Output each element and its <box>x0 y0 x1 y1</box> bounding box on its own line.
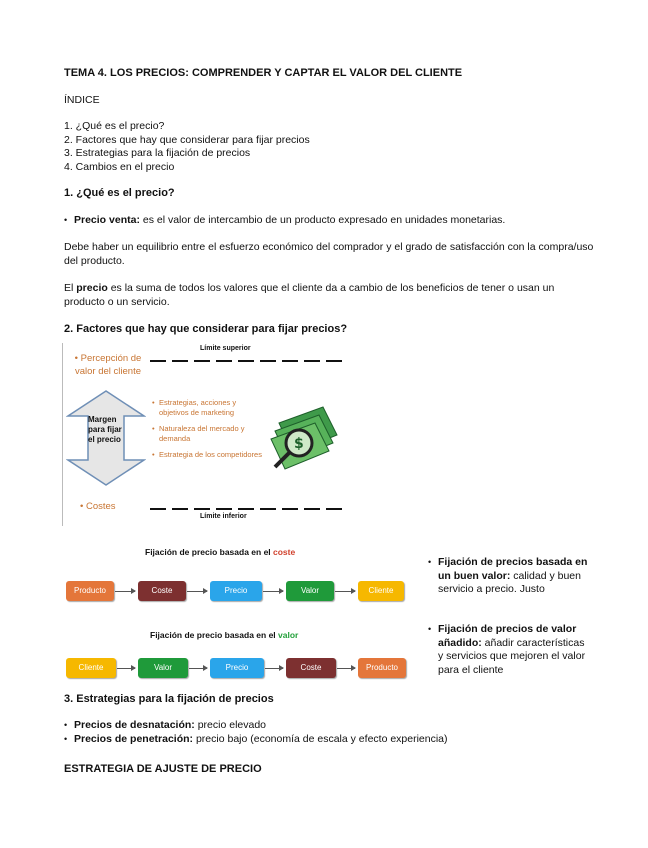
flow-title-text: Fijación de precio basada en el <box>150 630 279 640</box>
section3-heading: 3. Estrategias para la fijación de precios <box>64 693 274 705</box>
term-precio: precio <box>76 282 108 294</box>
dash <box>150 360 166 362</box>
dash <box>304 360 320 362</box>
page-title: TEMA 4. LOS PRECIOS: COMPRENDER Y CAPTAR EL VALOR DEL CLIENTE <box>64 67 463 79</box>
flow-step-producto: Producto <box>66 581 114 601</box>
money-magnifier-icon <box>265 401 345 473</box>
bullet-dot: • <box>152 398 155 407</box>
flow-step-cliente: Cliente <box>358 581 404 601</box>
flow-step-valor: Valor <box>286 581 334 601</box>
bullet-text: es el valor de intercambio de un producto expresado en unidades monetarias. <box>139 214 506 226</box>
dash <box>304 508 320 510</box>
bullet-dot: • <box>428 557 432 567</box>
price-margin-diagram <box>60 343 350 526</box>
arrow-icon <box>117 668 135 669</box>
dash <box>150 508 166 510</box>
section3-bullets <box>64 719 604 746</box>
dash <box>326 508 342 510</box>
bullet-term: Fijación de precios basada en un buen valor: <box>438 556 588 582</box>
index-label: ÍNDICE <box>64 94 100 106</box>
dash <box>282 360 298 362</box>
dash <box>194 360 210 362</box>
side-bullet <box>428 556 588 597</box>
bullet-text: precio elevado <box>194 719 267 731</box>
factor-list <box>152 398 262 460</box>
flow-step-producto: Producto <box>358 658 406 678</box>
flow-step-precio: Precio <box>210 658 264 678</box>
flow-step-coste: Coste <box>138 581 186 601</box>
bullet-text: añadir características y servicios que mejoren el valor para el cliente <box>438 636 586 676</box>
section2-heading: 2. Factores que hay que considerar para fijar precios? <box>64 323 348 335</box>
bullet-dot: • <box>152 424 155 433</box>
dash <box>216 360 232 362</box>
diagram-border <box>62 343 63 526</box>
bullet-term: Fijación de precios de valor añadido: <box>438 623 577 649</box>
flow-step-valor: Valor <box>138 658 188 678</box>
arrow-icon <box>115 591 135 592</box>
dash <box>238 360 254 362</box>
section1-paragraph: Debe haber un equilibrio entre el esfuerzo económico del comprador y el grado de satisfacción con la compra/uso del producto. <box>64 241 594 267</box>
arrow-icon <box>335 591 355 592</box>
upper-limit-label: Límite superior <box>200 345 251 352</box>
index-item: 4. Cambios en el precio <box>64 160 175 173</box>
arrow-icon <box>187 591 207 592</box>
index-list <box>64 120 310 174</box>
flow-step-cliente: Cliente <box>66 658 116 678</box>
bullet-term: Precios de desnatación: <box>74 719 195 731</box>
section1-bullet <box>64 214 604 228</box>
factor-item: Estrategias, acciones y objetivos de marketing <box>159 398 237 417</box>
bullet-dot: • <box>152 450 155 459</box>
arrow-icon <box>189 668 207 669</box>
section1-paragraph-2 <box>64 282 594 309</box>
flow-title-highlight: valor <box>278 630 299 640</box>
bullet-text: calidad y buen servicio a precio. Justo <box>438 569 581 595</box>
bullet-dot: • <box>64 720 68 730</box>
flow-title-text: Fijación de precio basada en el <box>145 547 274 557</box>
text-run: es la suma de todos los valores que el cliente da a cambio de los beneficios de tener o usan un producto o un servicio. <box>64 282 555 308</box>
text-run: El <box>64 282 77 294</box>
index-item: 1. ¿Qué es el precio? <box>64 120 165 132</box>
svg-text:$: $ <box>294 436 304 452</box>
dash <box>260 508 276 510</box>
dash <box>326 360 342 362</box>
factor-item: Estrategia de los competidores <box>159 450 262 459</box>
bullet-term: Precios de penetración: <box>74 732 194 745</box>
dash <box>172 508 188 510</box>
flow-title-highlight: coste <box>273 547 296 557</box>
index-item: 3. Estrategias para la fijación de precios <box>64 147 251 159</box>
costs-label: • Costes <box>80 501 116 512</box>
dash <box>172 360 188 362</box>
flow-cost-title <box>145 547 295 557</box>
dash <box>194 508 210 510</box>
dash <box>216 508 232 510</box>
arrow-icon <box>265 668 283 669</box>
section3-subheading: ESTRATEGIA DE AJUSTE DE PRECIO <box>64 763 262 775</box>
side-bullet <box>428 623 588 677</box>
lower-limit-label: Límite inferior <box>200 513 247 520</box>
factor-item: Naturaleza del mercado y demanda <box>159 424 245 443</box>
arrow-icon <box>263 591 283 592</box>
index-item: 2. Factores que hay que considerar para fijar precios <box>64 133 310 146</box>
bullet-dot: • <box>64 733 68 744</box>
arrow-icon <box>337 668 355 669</box>
bullet-text: precio bajo (economía de escala y efecto experiencia) <box>193 732 448 745</box>
perception-label: • Percepción de valor del cliente <box>74 353 142 377</box>
dash <box>238 508 254 510</box>
section1-heading: 1. ¿Qué es el precio? <box>64 187 175 199</box>
bullet-dot: • <box>428 624 432 634</box>
flow-value-title <box>150 630 298 640</box>
margin-label: Margen para fijar el precio <box>88 415 122 444</box>
dash <box>260 360 276 362</box>
flow-step-coste: Coste <box>286 658 336 678</box>
bullet-term: Precio venta: <box>74 214 140 226</box>
dash <box>282 508 298 510</box>
bullet-dot: • <box>64 215 68 225</box>
flow-step-precio: Precio <box>210 581 262 601</box>
